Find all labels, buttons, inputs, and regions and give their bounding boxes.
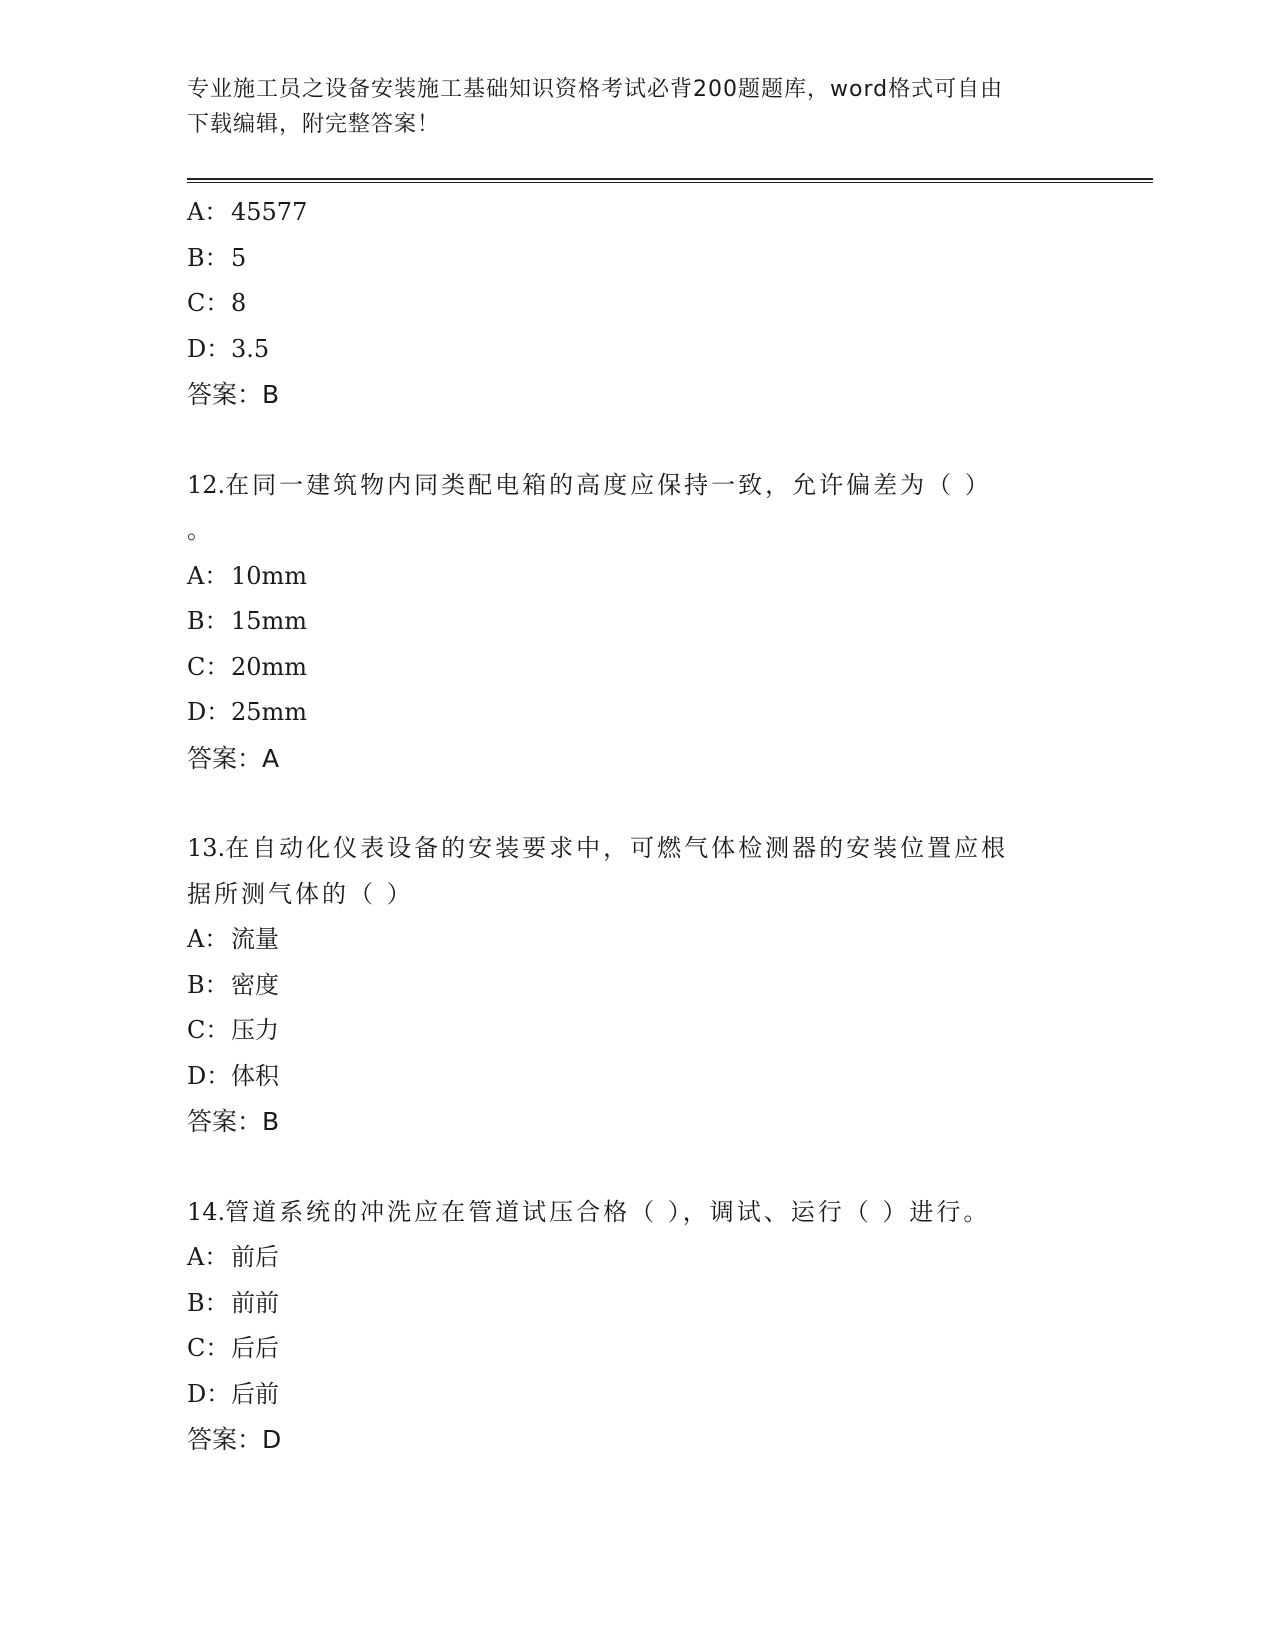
question-number: 12.	[187, 470, 226, 499]
answer-line: 答案：D	[187, 1425, 282, 1454]
option-b: B：15mm	[187, 607, 308, 635]
question-number: 13.	[187, 834, 226, 862]
option-d: D：25mm	[187, 698, 308, 726]
option-a: A： 流量	[187, 925, 279, 953]
header-divider-thin	[187, 182, 1153, 183]
option-b: B：密度	[187, 970, 279, 999]
question-text: 12.在同一建筑物内同类配电箱的高度应保持一致，允许偏差为（ ）	[187, 470, 992, 499]
question-list	[187, 190, 1087, 1463]
option-b: B：5	[187, 243, 247, 272]
option-c: C：20mm	[187, 652, 308, 681]
question-number: 14.	[187, 1197, 226, 1226]
question-text: 13.在自动化仪表设备的安装要求中，可燃气体检测器的安装位置应根	[187, 834, 1009, 862]
option-c: C：压力	[187, 1016, 279, 1044]
question-12	[187, 463, 1087, 782]
answer-line: 答案：A	[187, 743, 280, 773]
option-b: B：前前	[187, 1288, 279, 1317]
option-a: A： 45577	[187, 198, 308, 226]
question-11	[187, 190, 1087, 418]
header-divider-thick	[187, 178, 1153, 180]
option-d: D：后前	[187, 1379, 279, 1408]
question-13	[187, 826, 1087, 1145]
option-c: C：后后	[187, 1334, 279, 1362]
option-c: C：8	[187, 289, 247, 317]
question-text-continued: 。	[187, 516, 214, 544]
document-header	[187, 72, 1087, 142]
answer-line: 答案：B	[187, 380, 280, 409]
answer-line: 答案：B	[187, 1107, 280, 1136]
question-text: 14.管道系统的冲洗应在管道试压合格（ ），调试、运行（ ）进行。	[187, 1197, 991, 1226]
option-d: D：3.5	[187, 334, 270, 363]
header-line-1: 专业施工员之设备安装施工基础知识资格考试必背200题题库，word格式可自由	[187, 77, 1004, 102]
option-a: A： 前后	[187, 1243, 279, 1271]
option-a: A： 10mm	[187, 561, 308, 590]
question-text-continued: 据所测气体的（ ）	[187, 879, 414, 908]
question-14	[187, 1190, 1087, 1463]
option-d: D：体积	[187, 1061, 279, 1090]
header-line-2: 下载编辑，附完整答案！	[187, 112, 441, 137]
